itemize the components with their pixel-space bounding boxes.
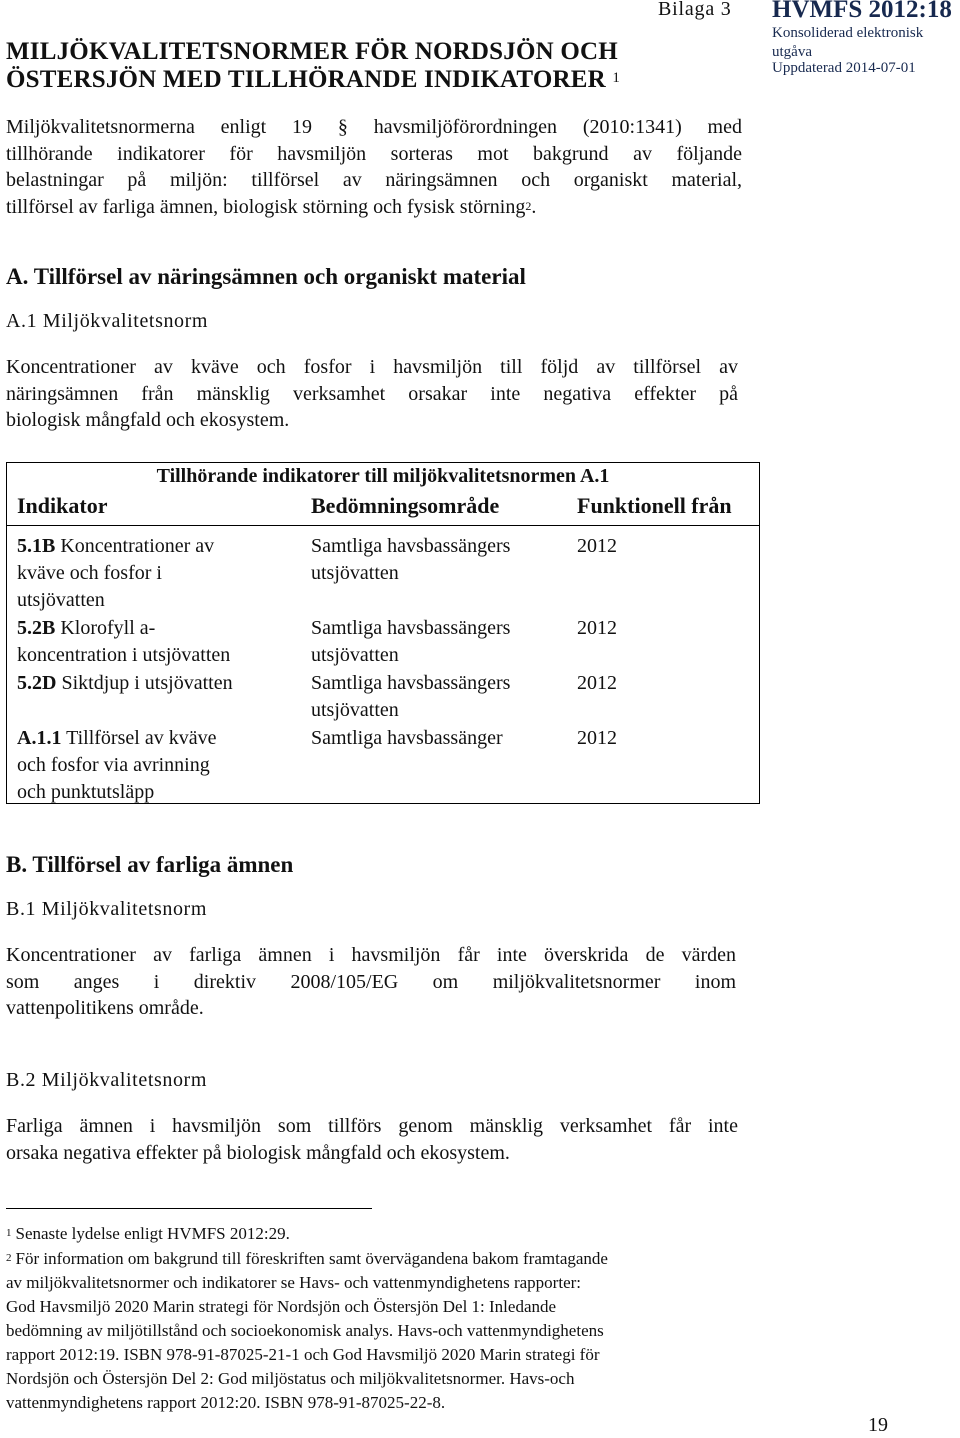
- table-row-2-area: Samtliga havsbassängers utsjövatten: [311, 617, 511, 666]
- table-row-1-area: Samtliga havsbassängers utsjövatten: [311, 535, 511, 584]
- table-row-1-year: 2012: [577, 535, 617, 557]
- consolidated-note: Konsoliderad elektronisk utgåva: [772, 25, 924, 60]
- column-header-functional-from: Funktionell från: [577, 493, 732, 518]
- section-b-heading: B. Tillförsel av farliga ämnen: [6, 852, 294, 877]
- title-footnote-ref: 1: [612, 70, 621, 86]
- document-title: [6, 38, 620, 94]
- norm-b1-text: Koncentrationer av farliga ämnen i havsmiljön får inte överskrida de värden som anges i direktiv 2008/105/EG om miljökvalitetsnormer inom vattenpolitikens område.: [6, 944, 736, 1019]
- indicator-table: [6, 462, 760, 804]
- table-row-4-area: Samtliga havsbassänger: [311, 727, 503, 749]
- section-a-heading: A. Tillförsel av näringsämnen och organiskt material: [6, 264, 526, 289]
- footnote-1: $^1$ Senaste lydelse enligt HVMFS 2012:29.: [6, 1224, 290, 1243]
- norm-a1-text: Koncentrationer av kväve och fosfor i havsmiljön till följd av tillförsel av näringsämnen från mänsklig verksamhet orsakar inte negativa effekter på biologisk mångfald och ekosystem.: [6, 356, 738, 431]
- title-line-1: MILJÖKVALITETSNORMER FÖR NORDSJÖN OCH: [6, 38, 618, 65]
- page-number: 19: [868, 1414, 888, 1436]
- table-row-4-year: 2012: [577, 727, 617, 749]
- table-row-2-year: 2012: [577, 617, 617, 639]
- table-row-3-indicator: 5.2D Siktdjup i utsjövatten: [17, 672, 233, 694]
- header-divider: [7, 525, 759, 526]
- table-row-3-area: Samtliga havsbassängers utsjövatten: [311, 672, 511, 721]
- title-line-2: ÖSTERSJÖN MED TILLHÖRANDE INDIKATORER $^1$: [6, 66, 621, 93]
- column-header-area: Bedömningsområde: [311, 493, 500, 518]
- appendix-label: Bilaga 3: [658, 0, 732, 20]
- table-row-1-indicator: 5.1B Koncentrationer av kväve och fosfor i utsjövatten: [17, 535, 215, 611]
- table-caption: Tillhörande indikatorer till miljökvalitetsnormen A.1: [156, 465, 610, 487]
- table-row-2-indicator: 5.2B Klorofyll a- koncentration i utsjövatten: [17, 617, 231, 666]
- norm-b2-heading: B.2 Miljökvalitetsnorm: [6, 1069, 207, 1091]
- document-id: HVMFS 2012:18: [772, 0, 952, 23]
- norm-a1-heading: A.1 Miljökvalitetsnorm: [6, 310, 209, 332]
- footnote-separator: [6, 1208, 372, 1209]
- norm-b2-text: Farliga ämnen i havsmiljön som tillförs genom mänsklig verksamhet får inte orsaka negativa effekter på biologisk mångfald och ekosystem.: [6, 1115, 738, 1164]
- norm-b1-heading: B.1 Miljökvalitetsnorm: [6, 898, 207, 920]
- intro-footnote-ref: 2: [525, 198, 532, 213]
- table-row-4-indicator: A.1.1 Tillförsel av kväve och fosfor via avrinning och punktutsläpp: [17, 727, 217, 803]
- column-header-indicator: Indikator: [17, 493, 108, 518]
- table-row-3-year: 2012: [577, 672, 617, 694]
- updated-date: Uppdaterad 2014-07-01: [772, 60, 916, 76]
- footnote-2: $^2$ För information om bakgrund till föreskriften samt övervägandena bakom framtagande av miljökvalitetsnormer och indikatorer se Havs- och vattenmyndighetens rapporter: God Havsmiljö 2020 Marin strategi för Nordsjön och Östersjön Del 1: Inledande bedömning av miljötillstånd och socioekonomisk analys. Havs-och vattenmyndighetens rapport 2012:19. ISBN 978-91-87025-21-1 och God Havsmiljö 2020 Marin strategi för Nordsjön och Östersjön Del 2: God miljöstatus och miljökvalitetsnormer. Havs-och vattenmyndighetens rapport 2012:20. ISBN 978-91-87025-22-8.: [6, 1249, 608, 1412]
- intro-paragraph: Miljökvalitetsnormerna enligt 19 § havsmiljöförordningen (2010:1341) med tillhörande indikatorer för havsmiljön sorteras mot bakgrund av följande belastningar på miljön: tillförsel av näringsämnen och organiskt material, tillförsel av farliga ämnen, biologisk störning och fysisk störning$^2$.: [6, 116, 742, 218]
